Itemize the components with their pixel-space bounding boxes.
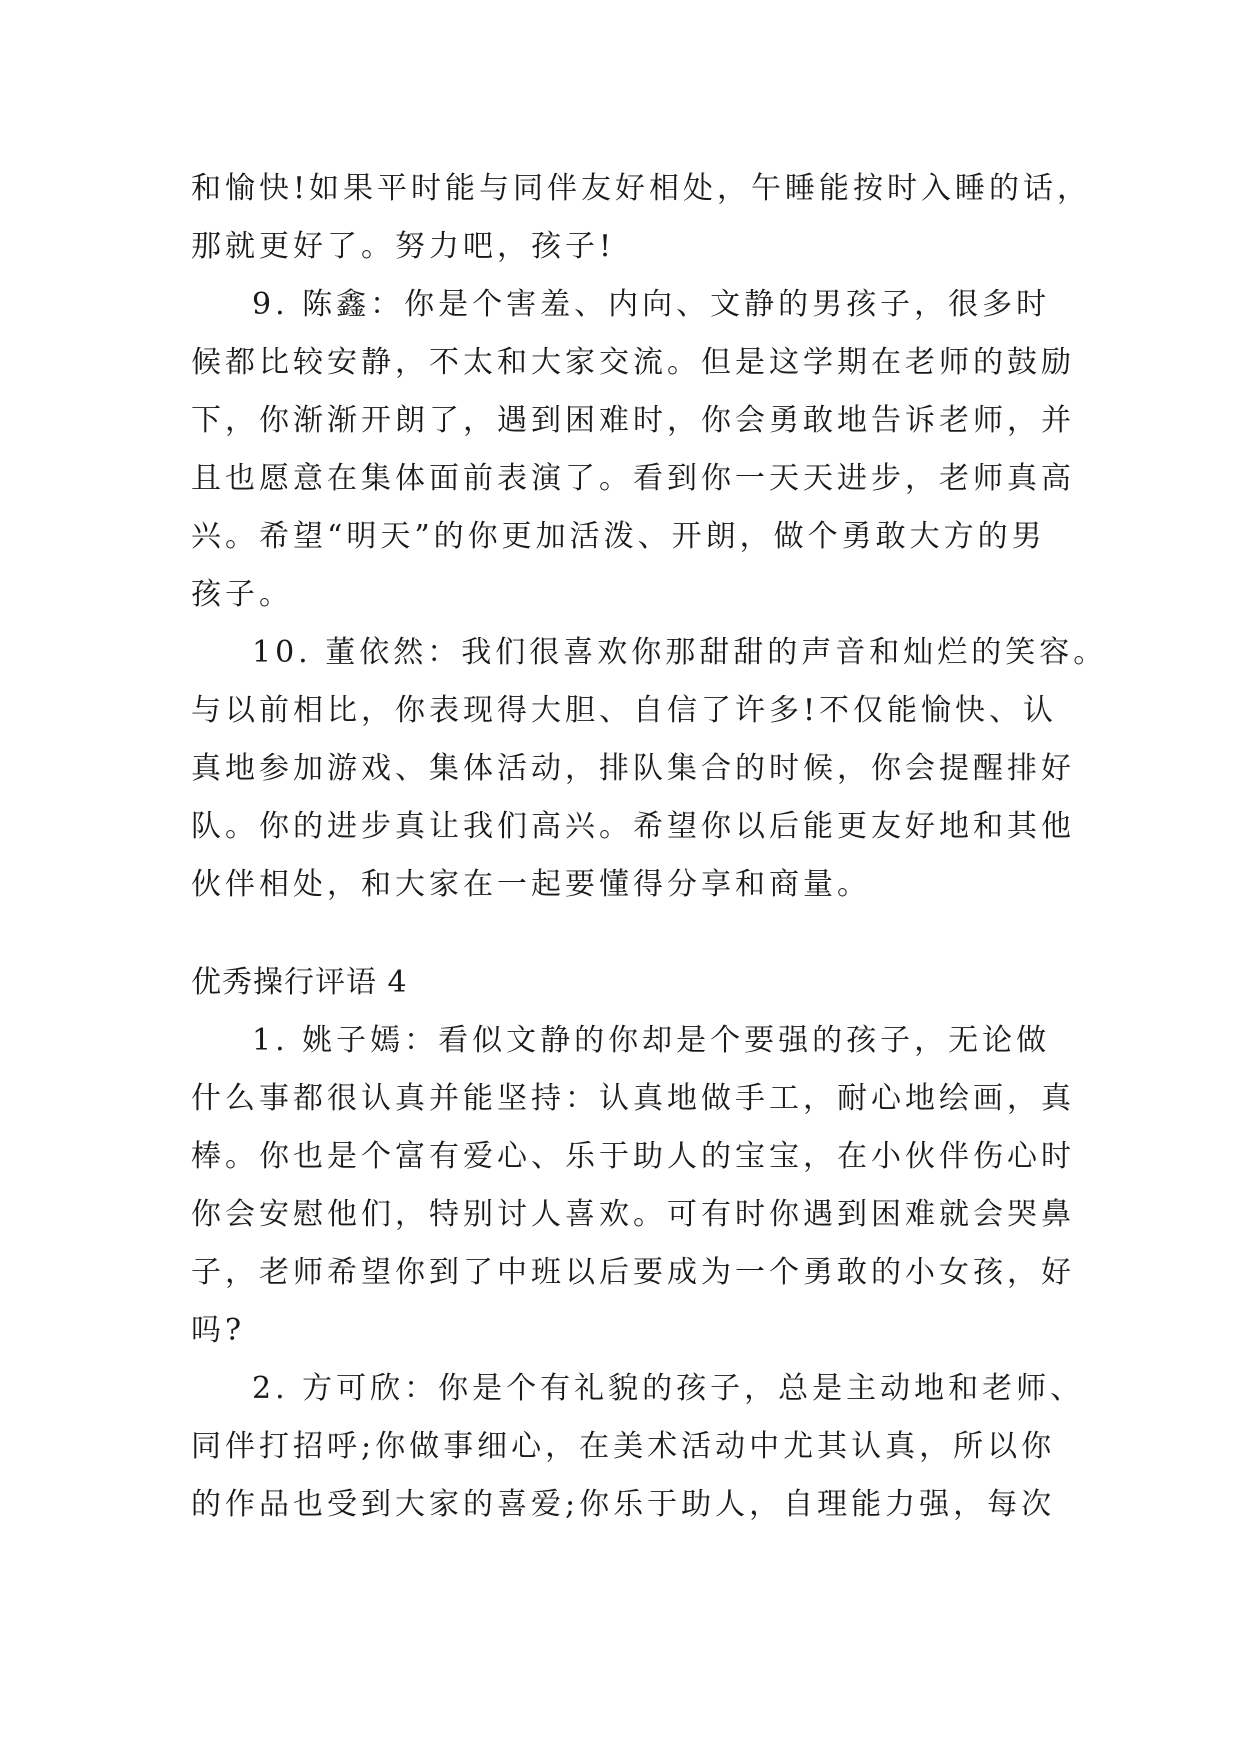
comment-1-line: 吗?: [191, 1313, 246, 1348]
comment-9-line: 候都比较安静，不太和大家交流。但是这学期在老师的鼓励: [191, 345, 1075, 380]
comment-2-line: 2. 方可欣：你是个有礼貌的孩子，总是主动地和老师、: [252, 1371, 1085, 1406]
comment-10-line: 真地参加游戏、集体活动，排队集合的时候，你会提醒排好: [191, 751, 1075, 786]
comment-1-line: 棒。你也是个富有爱心、乐于助人的宝宝，在小伙伴伤心时: [191, 1139, 1075, 1174]
comment-2-line: 的作品也受到大家的喜爱;你乐于助人，自理能力强，每次: [191, 1487, 1056, 1522]
section-heading: 优秀操行评语 4: [191, 965, 408, 1000]
section-spacer: [191, 914, 1071, 954]
comment-1-line: 子，老师希望你到了中班以后要成为一个勇敢的小女孩，好: [191, 1255, 1075, 1290]
paragraph-line: 和愉快!如果平时能与同伴友好相处，午睡能按时入睡的话，: [191, 171, 1092, 206]
comment-10-line: 队。你的进步真让我们高兴。希望你以后能更友好地和其他: [191, 809, 1075, 844]
comment-2-line: 同伴打招呼;你做事细心，在美术活动中尤其认真，所以你: [191, 1429, 1056, 1464]
comment-10-line: 伙伴相处，和大家在一起要懂得分享和商量。: [191, 867, 871, 902]
comment-10-line: 10. 董依然：我们很喜欢你那甜甜的声音和灿烂的笑容。: [252, 635, 1108, 670]
comment-1-line: 1. 姚子嫣：看似文静的你却是个要强的孩子，无论做: [252, 1023, 1051, 1058]
comment-9-line: 兴。希望“明天”的你更加活泼、开朗，做个勇敢大方的男: [191, 519, 1046, 554]
comment-1-line: 你会安慰他们，特别讨人喜欢。可有时你遇到困难就会哭鼻: [191, 1197, 1075, 1232]
comment-9-line: 9. 陈鑫：你是个害羞、内向、文静的男孩子，很多时: [252, 287, 1051, 322]
comment-9-line: 且也愿意在集体面前表演了。看到你一天天进步，老师真高: [191, 461, 1075, 496]
comment-9-line: 孩子。: [191, 577, 293, 612]
paragraph-line: 那就更好了。努力吧，孩子!: [191, 229, 616, 264]
document-body: [191, 160, 1108, 1534]
comment-10-line: 与以前相比，你表现得大胆、自信了许多!不仅能愉快、认: [191, 693, 1058, 728]
comment-9-line: 下，你渐渐开朗了，遇到困难时，你会勇敢地告诉老师，并: [191, 403, 1075, 438]
comment-1-line: 什么事都很认真并能坚持：认真地做手工，耐心地绘画，真: [191, 1081, 1075, 1116]
